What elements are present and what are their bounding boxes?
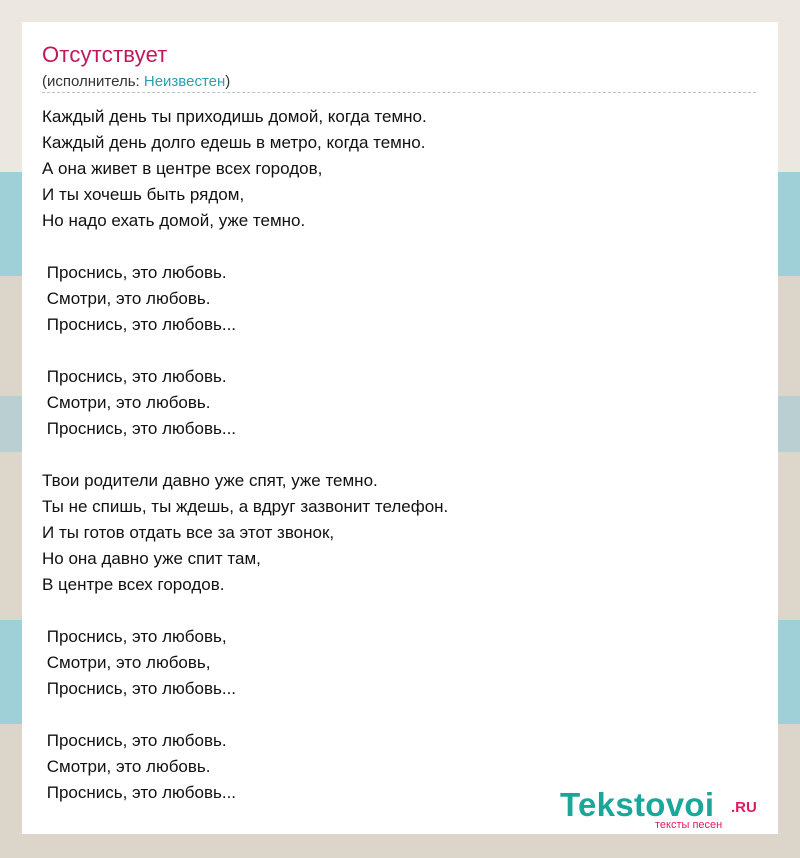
stanza-gap <box>42 338 756 364</box>
lyric-line: И ты готов отдать все за этот звонок, <box>42 523 335 542</box>
lyrics-card <box>22 22 778 834</box>
lyric-line: Проснись, это любовь. <box>42 367 227 386</box>
lyric-line: Смотри, это любовь, <box>42 653 211 672</box>
lyric-line: Проснись, это любовь... <box>42 679 237 698</box>
lyric-line: Твои родители давно уже спят, уже темно. <box>42 471 378 490</box>
artist-link[interactable]: Неизвестен <box>143 73 226 90</box>
song-title: Отсутствует <box>42 42 168 67</box>
artist-prefix: (исполнитель: <box>42 73 144 90</box>
stanza-gap <box>42 702 756 728</box>
artist-info <box>42 73 230 90</box>
lyric-line: Проснись, это любовь... <box>42 783 237 802</box>
logo-name: Tekstovoi <box>560 786 715 823</box>
lyric-line: Проснись, это любовь, <box>42 627 227 646</box>
lyric-line: Но она давно уже спит там, <box>42 549 261 568</box>
artist-suffix: ) <box>225 73 231 90</box>
lyric-line: Проснись, это любовь. <box>42 731 227 750</box>
site-logo[interactable] <box>560 786 770 836</box>
lyric-line: Ты не спишь, ты ждешь, а вдруг зазвонит телефон. <box>42 497 449 516</box>
lyrics-body <box>42 104 756 806</box>
stanza-gap <box>42 234 756 260</box>
lyric-line: Каждый день ты приходишь домой, когда темно. <box>42 107 427 126</box>
divider <box>42 92 756 93</box>
lyric-line: А она живет в центре всех городов, <box>42 159 323 178</box>
lyric-line: Проснись, это любовь... <box>42 315 237 334</box>
lyric-line: Смотри, это любовь. <box>42 393 211 412</box>
stanza-gap <box>42 598 756 624</box>
lyric-line: Смотри, это любовь. <box>42 757 211 776</box>
lyric-line: Но надо ехать домой, уже темно. <box>42 211 306 230</box>
lyric-line: Смотри, это любовь. <box>42 289 211 308</box>
logo-domain: .RU <box>731 799 757 816</box>
lyric-line: Каждый день долго едешь в метро, когда темно. <box>42 133 426 152</box>
stanza-gap <box>42 442 756 468</box>
lyric-line: Проснись, это любовь. <box>42 263 227 282</box>
lyric-line: Проснись, это любовь... <box>42 419 237 438</box>
lyric-line: В центре всех городов. <box>42 575 225 594</box>
lyric-line: И ты хочешь быть рядом, <box>42 185 245 204</box>
logo-tagline: тексты песен <box>655 819 723 831</box>
